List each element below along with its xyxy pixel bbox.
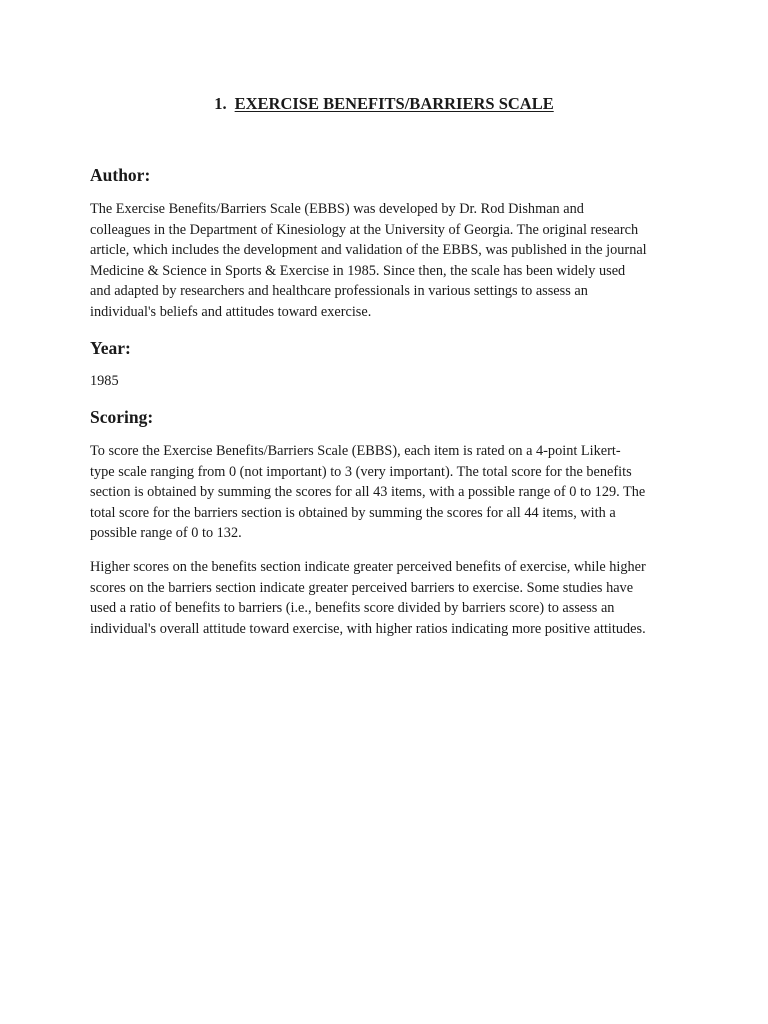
- paragraph-line: total score for the barriers section is obtained by summing the scores for all 44 items, with a: [90, 504, 616, 521]
- paragraph-line: and adapted by researchers and healthcare professionals in various settings to assess an: [90, 283, 588, 300]
- scoring-paragraph-1: [90, 441, 680, 544]
- paragraph-line: possible range of 0 to 132.: [90, 525, 242, 542]
- author-paragraph: [90, 199, 680, 323]
- paragraph-line: used a ratio of benefits to barriers (i.e., benefits score divided by barriers score) to assess an: [90, 600, 615, 617]
- paragraph-line: section is obtained by summing the scores for all 43 items, with a possible range of 0 to 129. The: [90, 484, 646, 501]
- scoring-heading: Scoring:: [90, 407, 154, 427]
- section-number: 1.: [214, 94, 227, 113]
- year-value: [90, 371, 680, 392]
- paragraph-line: scores on the barriers section indicate greater perceived barriers to exercise. Some studies have: [90, 579, 634, 596]
- paragraph-line: individual's beliefs and attitudes toward exercise.: [90, 303, 372, 320]
- paragraph-line: Medicine & Science in Sports & Exercise in 1985. Since then, the scale has been widely used: [90, 262, 626, 279]
- scoring-paragraph-2: [90, 557, 680, 639]
- year-heading: Year:: [90, 338, 131, 358]
- year-text: 1985: [90, 373, 119, 389]
- paragraph-line: The Exercise Benefits/Barriers Scale (EBBS) was developed by Dr. Rod Dishman and: [90, 201, 584, 217]
- author-heading: Author:: [90, 165, 151, 185]
- paragraph-line: Higher scores on the benefits section indicate greater perceived benefits of exercise, while higher: [90, 559, 646, 575]
- document-title: [0, 94, 768, 114]
- title-text: EXERCISE BENEFITS/BARRIERS SCALE: [234, 94, 554, 113]
- paragraph-line: individual's overall attitude toward exercise, with higher ratios indicating more positive attitudes.: [90, 620, 646, 637]
- paragraph-line: article, which includes the development and validation of the EBBS, was published in the journal: [90, 242, 647, 259]
- paragraph-line: type scale ranging from 0 (not important) to 3 (very important). The total score for the benefits: [90, 463, 632, 480]
- paragraph-line: To score the Exercise Benefits/Barriers Scale (EBBS), each item is rated on a 4-point Likert-: [90, 443, 621, 459]
- paragraph-line: colleagues in the Department of Kinesiology at the University of Georgia. The original research: [90, 221, 639, 238]
